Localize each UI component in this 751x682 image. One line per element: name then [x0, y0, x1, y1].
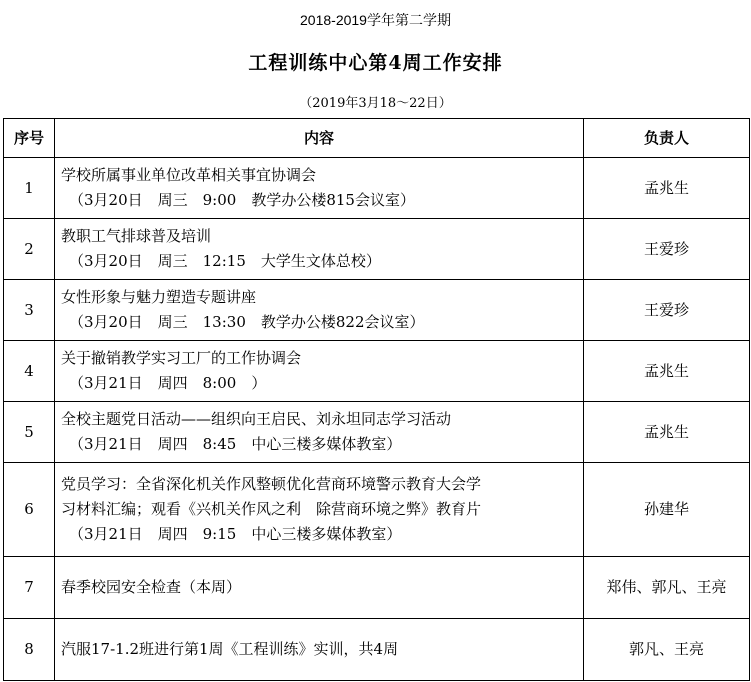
schedule-table — [3, 118, 750, 681]
content-line: 春季校园安全检查（本周） — [61, 578, 242, 596]
row-owner: 郭凡、王亮 — [584, 619, 750, 681]
semester-label: 2018-2019学年第二学期 — [300, 12, 451, 28]
row-content — [55, 619, 584, 681]
content-line: （3月21日 周四 8:45 中心三楼多媒体教室） — [69, 435, 402, 453]
row-number: 2 — [4, 219, 55, 280]
row-content — [55, 463, 584, 557]
row-number: 1 — [4, 158, 55, 219]
row-owner: 郑伟、郭凡、王亮 — [584, 557, 750, 619]
row-content — [55, 557, 584, 619]
table-row — [4, 619, 750, 681]
row-owner: 孙建华 — [584, 463, 750, 557]
row-number: 5 — [4, 402, 55, 463]
content-line: （3月20日 周三 12:15 大学生文体总校） — [69, 252, 381, 270]
row-number: 3 — [4, 280, 55, 341]
row-content — [55, 280, 584, 341]
row-owner: 王爱珍 — [584, 280, 750, 341]
row-content — [55, 158, 584, 219]
content-line: 全校主题党日活动——组织向王启民、刘永坦同志学习活动 — [61, 410, 452, 428]
row-content — [55, 402, 584, 463]
table-row — [4, 219, 750, 280]
page-title: 工程训练中心第4周工作安排 — [248, 52, 503, 74]
row-number: 8 — [4, 619, 55, 681]
table-row — [4, 280, 750, 341]
content-line: （3月20日 周三 13:30 教学办公楼822会议室） — [69, 313, 425, 331]
content-line: （3月21日 周四 9:15 中心三楼多媒体教室） — [69, 525, 402, 543]
content-line: 教职工气排球普及培训 — [61, 227, 212, 245]
row-owner: 孟兆生 — [584, 341, 750, 402]
content-line: 党员学习：全省深化机关作风整顿优化营商环境警示教育大会学 — [61, 475, 482, 493]
table-header-row — [4, 119, 750, 158]
column-header-owner: 负责人 — [584, 119, 750, 158]
content-line: （3月21日 周四 8:00 ） — [69, 374, 267, 392]
content-line: 女性形象与魅力塑造专题讲座 — [61, 288, 257, 306]
row-owner: 王爱珍 — [584, 219, 750, 280]
column-header-no: 序号 — [4, 119, 55, 158]
row-number: 6 — [4, 463, 55, 557]
row-number: 4 — [4, 341, 55, 402]
row-content — [55, 341, 584, 402]
table-row — [4, 463, 750, 557]
row-owner: 孟兆生 — [584, 158, 750, 219]
row-content — [55, 219, 584, 280]
content-line: 学校所属事业单位改革相关事宜协调会 — [61, 166, 317, 184]
content-line: 汽服17-1.2班进行第1周《工程训练》实训，共4周 — [61, 640, 399, 658]
content-line: 关于撤销教学实习工厂的工作协调会 — [61, 349, 302, 367]
row-number: 7 — [4, 557, 55, 619]
content-line: 习材料汇编；观看《兴机关作风之利 除营商环境之弊》教育片 — [61, 500, 482, 518]
table-row — [4, 402, 750, 463]
content-line: （3月20日 周三 9:00 教学办公楼815会议室） — [69, 191, 415, 209]
column-header-content: 内容 — [55, 119, 584, 158]
table-row — [4, 557, 750, 619]
table-row — [4, 158, 750, 219]
row-owner: 孟兆生 — [584, 402, 750, 463]
table-row — [4, 341, 750, 402]
date-range: （2019年3月18～22日） — [299, 96, 452, 111]
